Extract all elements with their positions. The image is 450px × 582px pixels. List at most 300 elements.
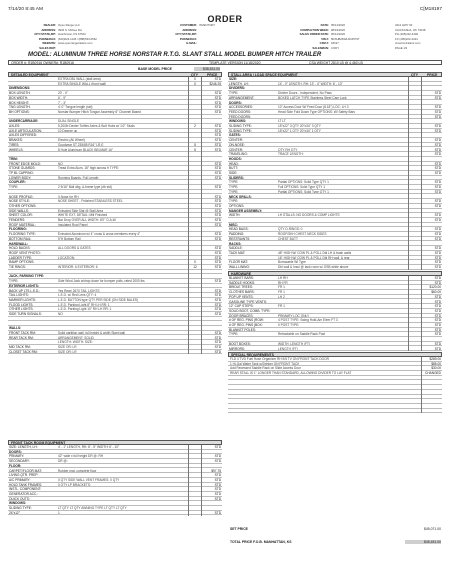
row-label: BOX WIDTH: xyxy=(9,95,28,100)
row-price: STD xyxy=(214,199,221,204)
row-price: STD xyxy=(434,138,441,143)
row-label: FLOOD LIGHTS: xyxy=(9,302,34,307)
row-label: FEED DOORS: xyxy=(229,114,251,119)
row-qty: 5 xyxy=(194,142,196,147)
row-label: TYPE: xyxy=(9,185,19,190)
row-price: STD xyxy=(214,340,221,345)
dealer_block-label: ADDRESS: xyxy=(41,27,56,32)
row-value: L.E.D. Parking Light 8" RH LH RR: 1 xyxy=(58,302,110,307)
row-qty: 0 xyxy=(194,81,196,86)
order_block-value: 05/14/2020 xyxy=(331,23,345,27)
row-price: STD xyxy=(214,496,221,501)
row-value: FR 1 xyxy=(278,285,285,290)
row-label: QUICK OUTS: xyxy=(9,496,30,501)
print-ref: C[M18197 xyxy=(419,7,442,12)
row-price: STD xyxy=(434,299,441,304)
row-value: QTY RH QTY xyxy=(278,147,298,152)
row-value: LENGTH (FT) xyxy=(278,346,298,351)
row-price: STD xyxy=(434,180,441,185)
row-qty: 0 xyxy=(194,77,196,81)
row-label: DIVIDERS: xyxy=(229,86,246,91)
order_block-label: VIN #: xyxy=(321,36,329,41)
row-label: # OF REG. PINS (BOX: xyxy=(229,323,263,327)
row-label: INSTL. COMPONENT: xyxy=(9,487,42,492)
dealer_block-label: CITY,STATE,ZIP: xyxy=(34,32,56,37)
row-label: TYPE: xyxy=(229,180,239,185)
row-label: PRIMARY: xyxy=(9,454,25,459)
row-value: NOSE SHEET - Polished STAINLESS STEEL xyxy=(58,199,123,204)
row-label: MISC: xyxy=(229,222,239,227)
row-label: OTHER LIGHTS: xyxy=(9,307,34,312)
row-price: STD xyxy=(434,95,441,100)
row-price: STD xyxy=(214,138,221,143)
row-label: WIDTH: xyxy=(229,213,241,218)
row-label: FLOORING TYPE: xyxy=(9,232,36,237)
row-price: $30.00 xyxy=(431,366,441,371)
row-value: Extruded Aluminum w/ 4" cross & cross members every 4" xyxy=(58,232,141,237)
row-value: Yes Rear/ 2670 TAIL LIGHTS xyxy=(58,288,100,293)
row-value: V-Nose for RH xyxy=(58,194,79,199)
row-value: 16" HIGH W/ COW PL & POLL Dbl RH wall, & rear xyxy=(278,255,350,260)
row-label: BACK UP LTS L.E.D.: xyxy=(9,288,41,293)
order-number: ORDER #: R1B0916 OWNER#: R1B0916 xyxy=(11,61,74,65)
row-price: STD xyxy=(214,109,221,114)
row-label: COUPLER: xyxy=(9,180,26,185)
total-price-value: $45,451.00 xyxy=(405,540,441,544)
row-price: STD xyxy=(214,166,221,171)
row-label: ARRANGEMENT: xyxy=(229,95,255,100)
order_block-value: 05/12/2020 xyxy=(331,32,345,37)
row-value: FLD 4 TVD Fuel Hose Organizer RH 5/5 TV ON FRONT TACK DOOR xyxy=(230,357,329,361)
row-value: INTERIOR: 6 EXTERIOR: 6 xyxy=(58,265,98,269)
row-value: EXTRA DBL WALL (stall area) xyxy=(58,77,101,81)
row-price: STD xyxy=(214,477,221,482)
row-label: TYPE: xyxy=(229,91,239,96)
customer_block-label: ADDRESS: xyxy=(182,27,197,32)
row-price: STD xyxy=(214,265,221,269)
row-label: FRONT TACK RM: xyxy=(9,330,36,335)
row-label: BLANKET BARS: xyxy=(229,276,254,280)
price-divider xyxy=(421,357,422,413)
row-label: OPTIONS: xyxy=(229,203,245,208)
row-price: STD xyxy=(434,276,441,280)
row-label: CLOSET TACK RM: xyxy=(9,349,38,354)
row-label: AXLES DIFFERED: xyxy=(9,133,37,138)
row-price: STD xyxy=(214,77,221,81)
model-line: MODEL: ALUMINUM THREE HORSE NORSTAR R.T.G. SLANT STALL MODEL BUMPER HITCH TRAILER xyxy=(28,52,322,58)
row-price: STD xyxy=(214,128,221,133)
row-price: STD xyxy=(434,327,441,332)
row-value: Tread Extra Alum, 18" high across fr TYPE: xyxy=(58,166,120,171)
row-value: L.E.D. BUTTON type QTY PER SIDE (ON SIDE BALES) xyxy=(58,297,139,302)
row-price: STD xyxy=(434,332,441,337)
row-label: CLOTHES BARS: xyxy=(229,290,255,295)
row-label: GENERATOR ACC.: xyxy=(9,492,39,496)
row-label: WALL LINING: xyxy=(229,265,250,269)
row-label: TIRES: xyxy=(9,142,20,147)
table-row xyxy=(228,265,442,270)
row-label: PADDING: xyxy=(229,232,245,237)
row-price: STD xyxy=(214,492,221,496)
row-label: FLOORING: xyxy=(9,227,27,232)
row-label: ACCESSORIES: xyxy=(229,105,253,110)
row-value: DR @: xyxy=(58,459,68,464)
row-label: RESTRAINTS: xyxy=(229,236,251,241)
row-value: EXTRA SINGLE WALL (front wall) xyxy=(58,81,107,86)
row-price: STD xyxy=(434,171,441,175)
row-value: 15"x22" 3 QTY 20"x34" 3 QTY xyxy=(278,124,321,128)
row-qty: 12 xyxy=(193,265,197,269)
row-price: STD xyxy=(434,294,441,299)
row-value: 8 Hole Aluminum BLACK BELMAR 16" xyxy=(58,147,113,152)
row-value: CHEST BUTT xyxy=(278,236,298,241)
row-value: REAR STALL IS 1" LONGER THAN STANDARD, ALLOWING DIVIDER TO LAY FLAT xyxy=(230,371,352,376)
row-label: BOOT BOXES: xyxy=(229,341,251,346)
row-label: DOOR BRACES: xyxy=(229,313,254,318)
hardware-title: HARDWARE xyxy=(231,272,251,276)
row-price: STD xyxy=(434,114,441,119)
row-value: 20' - 0" xyxy=(58,91,68,96)
row-value: ROOF/SKH CHEST NECK SIDES xyxy=(278,232,327,237)
row-label: # OF REG. PINS (ROW: xyxy=(229,318,264,323)
row-label: SIZE: LENGTH, LH: xyxy=(9,445,38,449)
price-divider xyxy=(421,77,422,270)
row-label: AXLE ARTICULATION: xyxy=(9,128,42,133)
row-value: SIZE OR: LR xyxy=(58,344,77,349)
order_block-label: DATE: xyxy=(320,23,329,27)
row-price: STD xyxy=(214,133,221,138)
row-value: L.E.D. w/ Red Lens QTY: 4 xyxy=(58,293,97,298)
row-label: DIMENSIONS: xyxy=(9,86,31,91)
row-value: BOXED LATCH TYPE Stainless Steel Cam Lock xyxy=(278,95,347,100)
row-price: STD xyxy=(434,255,441,260)
row-label: TYPE: xyxy=(229,199,239,204)
row-value: PRIMARY LOC ONLY xyxy=(278,313,310,318)
row-price: STD xyxy=(434,341,441,346)
price-divider xyxy=(201,77,202,354)
row-value: ARRANGEMENT: SOLID xyxy=(58,335,94,340)
row-value: Add Recessed Saddle Rack on Slide Access Door xyxy=(230,366,301,371)
row-price: STD xyxy=(434,147,441,152)
row-price: $60.00 xyxy=(431,290,441,295)
row-label: TNG LENGTH: xyxy=(9,105,31,110)
row-label: BOX HEIGHT: xyxy=(9,100,30,105)
row-price: STD xyxy=(434,250,441,255)
dealer_block-value: www.openrangetrailers.com xyxy=(58,41,93,46)
set-price-label: SET PRICE xyxy=(230,527,248,531)
row-label: JACK, PARKING TYPE: xyxy=(9,274,45,279)
dealer_block-value: (620)623-1145 / (888)533-0562 xyxy=(58,36,97,41)
row-label: TYPE: xyxy=(229,185,239,190)
row-price: STD xyxy=(214,454,221,459)
row-price: STD xyxy=(434,246,441,251)
row-price: STD xyxy=(214,487,221,492)
row-value: 48" HIGH W/ COW PL & POLL Dbl LH & trash walls xyxy=(278,250,352,255)
row-price: STD xyxy=(434,318,441,323)
row-label: SADDLE: xyxy=(229,246,243,251)
base-model-label: BASE MODEL PRICE xyxy=(138,67,172,71)
row-label: SADDLE HOOKS: xyxy=(229,280,256,285)
row-price: $120.00 xyxy=(429,285,441,290)
row-label: BRAKES: xyxy=(9,138,23,143)
row-label: MANGER ASSEMBLY: xyxy=(229,208,263,213)
price-divider xyxy=(421,276,422,351)
row-price: STD xyxy=(214,194,221,199)
row-value: LH RH xyxy=(278,276,288,280)
csa-weight: CSA WEIGHT 2810 LB @ 4,460 LB xyxy=(309,61,363,65)
row-price: STD xyxy=(214,105,221,110)
row-label: SECONDARY: xyxy=(9,459,30,464)
row-price: STD xyxy=(434,128,441,133)
row-label: TYPE: xyxy=(229,332,239,337)
row-value: 2 5/16" Ball dbg. A-frame type (db std) xyxy=(58,185,112,190)
row-price: STD xyxy=(214,124,221,128)
row-value: LH 2 xyxy=(278,294,285,299)
row-value: Borracable WI Type xyxy=(278,260,306,265)
row-label: DOORS: xyxy=(229,100,242,105)
row-price: STD xyxy=(214,142,221,147)
row-label: HARDWALL: xyxy=(9,241,29,246)
row-label: FRONT EDGE MOLD: xyxy=(9,161,41,166)
row-price: STD xyxy=(214,91,221,96)
row-price: STD xyxy=(434,109,441,114)
row-label: HOLD TANK FRAMES: xyxy=(9,482,43,487)
order-number-row xyxy=(8,60,442,65)
row-price: STD xyxy=(214,297,221,302)
customer_block-label: E-MAIL: xyxy=(186,41,197,46)
row-value: DUAL SINGLE xyxy=(58,119,79,124)
row-price: STD xyxy=(434,105,441,110)
row-value: FR 1 xyxy=(278,304,285,309)
row-label: MARKER LIGHTS: xyxy=(9,297,36,302)
row-label: FLOOR MAT: xyxy=(229,260,248,265)
row-label: WINDOWS: xyxy=(9,501,27,506)
customer_block-value: INVENTORY xyxy=(199,23,216,27)
base-model-price: $38,531.00 xyxy=(194,67,220,71)
row-price: STD xyxy=(434,161,441,166)
order_block-value: 5RXHB2632LD165797 xyxy=(331,36,360,41)
row-price: STD xyxy=(214,445,221,449)
row-value: WIDTH: LENGTH (FT) xyxy=(278,341,311,346)
row-label: BRIDLE TREES: xyxy=(229,285,253,290)
row-label: RAMP OPTIONS: xyxy=(9,260,35,265)
row-value: 10 Degree up xyxy=(58,128,78,133)
row-value: RH FR xyxy=(278,280,288,285)
row-label: TYPE: xyxy=(9,279,19,284)
row-price: STD xyxy=(434,308,441,313)
table-row xyxy=(8,350,222,355)
row-label: TIE RINGS: xyxy=(9,265,26,269)
row-value: Side Wind Jack w/drop down for bumper pulls, rated 2000 lbs xyxy=(58,279,145,284)
row-price: STD xyxy=(214,100,221,105)
row-label: SLIDING TYPE: xyxy=(229,128,252,133)
row-price: STD xyxy=(434,346,441,351)
row-value: WHITE EXT. DETAIL: Mill Finished xyxy=(58,213,108,218)
row-price: STD xyxy=(214,335,221,340)
row-label: SLIDING TYPE: xyxy=(229,124,252,128)
row-price: $85.00 xyxy=(431,361,441,366)
row-value: FR 1 xyxy=(278,290,285,295)
row-label: NOSE STYLE: xyxy=(9,199,30,204)
row-label: FEED DOORS: xyxy=(229,109,251,114)
left-qty-header: QTY xyxy=(191,73,198,77)
row-value: 4' - 1" LENGTH, RH: 8' - 5" WIDTH: 6' - 10" xyxy=(58,445,120,449)
row-value: NO xyxy=(58,312,63,316)
row-label: LOWER BODY: xyxy=(9,175,32,180)
row-price: STD xyxy=(214,218,221,222)
qty-divider xyxy=(188,445,189,516)
row-label: MIRRORS: xyxy=(229,346,245,351)
row-label: SHEET COLOR: xyxy=(9,213,33,218)
row-label: SIDE: xyxy=(229,171,238,175)
row-label: WHEELS: xyxy=(9,147,24,152)
front-tack-title: FRONT TACK ROOM EQUIPMENT xyxy=(11,441,66,445)
row-price: STD xyxy=(214,482,221,487)
row-label: UNDERCARRIAGE: xyxy=(9,119,39,124)
row-price: STD xyxy=(214,473,221,478)
row-label: BH OPTIONS: xyxy=(9,109,30,114)
order_block-right-value: cimarrontrailers.com xyxy=(395,41,421,46)
row-label: BOX LENGTH: xyxy=(9,91,31,96)
right-price-header: PRICE xyxy=(427,73,438,77)
row-label: STONE GUARDS: xyxy=(9,166,36,171)
row-price: STD xyxy=(214,203,221,208)
order_block-right-value: 3412 HWY 62 xyxy=(395,23,413,27)
row-price: CHANGED xyxy=(425,371,441,376)
row-value: 0 POST TYPE: xyxy=(278,323,300,327)
row-value: LENGTH: WIDTH: SIZE: xyxy=(58,340,93,345)
row-price: STD xyxy=(434,236,441,241)
row-label: FENDERS: xyxy=(9,218,26,222)
special-requirements-title: SPECIAL REQUIREMENTS xyxy=(231,353,274,357)
row-label: LENGTH, LH: xyxy=(229,81,249,86)
row-price: STD xyxy=(434,323,441,327)
row-label: BUTT: xyxy=(229,166,238,171)
row-price: STD xyxy=(214,246,221,251)
row-value: Full OPTIONS: Solid Type QTY 1 xyxy=(278,185,326,190)
row-label: SIDE TURN SIGNALS: xyxy=(9,312,42,316)
row-value: Partial OPTIONS: Solid Type QTY 1 xyxy=(278,189,329,194)
row-price: STD xyxy=(434,142,441,147)
row-value: Goodyear ST 235/85 R16" LR-E xyxy=(58,142,104,147)
row-price: STD xyxy=(214,222,221,227)
row-label: POP UP VENTS: xyxy=(229,294,254,299)
row-label: OTHER OPTIONS: xyxy=(9,203,37,208)
row-value: LT QTY LT QTY AWNING TYPE LT QTY LT QTY xyxy=(58,506,127,511)
page-title: ORDER xyxy=(207,14,243,24)
row-price: STD xyxy=(214,510,221,515)
row-label: SLIDERS: xyxy=(229,175,244,180)
row-value: LH STALLS: NO DOORS & COMP LIGHTS xyxy=(278,213,340,218)
row-price: STD xyxy=(434,91,441,96)
row-label: HEAD: xyxy=(229,161,239,166)
row-price: STD xyxy=(214,147,221,152)
row-value: Divider Doors - Independent, No Pass xyxy=(278,91,332,96)
row-label: DOORS: xyxy=(9,449,22,454)
row-price: STD xyxy=(214,260,221,265)
template-version: TEMPLATE VERSION 11/18/2020 xyxy=(209,61,261,65)
row-price: STD xyxy=(214,171,221,175)
row-label: SIDE WALLS: xyxy=(9,208,29,213)
row-price: STD xyxy=(214,293,221,298)
row-label: GASOLINE TYPE VENTS: xyxy=(229,299,267,304)
row-price: STD xyxy=(434,260,441,265)
row-label: TYPE: xyxy=(229,189,239,194)
row-label: HEAD BAGS: xyxy=(229,227,249,232)
row-value: SIZE OR: LR xyxy=(58,349,77,354)
row-value: 5"H Bottom Rail xyxy=(58,236,81,241)
row-value: Dbl wall & Insul @ tack room w/ OSB white above xyxy=(278,265,349,269)
row-value: 15"x22" 1 QTY 20"x34" 1 QTY xyxy=(278,128,321,133)
row-value: Extruded Side Slat @ Stall Area xyxy=(58,208,104,213)
row-price: STD xyxy=(214,236,221,241)
order_block-label: SALESMAN: xyxy=(312,46,329,50)
row-label: HOLD BACKS: xyxy=(9,246,31,251)
order_block-label: SALES ORDER DATE: xyxy=(299,32,329,37)
row-value: Solid partition wall, full height & width Slant wall xyxy=(58,330,125,335)
row-label: SOLID BOOT, COMB. TYPE: xyxy=(229,308,271,313)
order_block-value: CODY xyxy=(331,46,340,50)
row-value: 1 Hi-Gal Water Tank w/Drinker ON FRONT TACK xyxy=(230,361,300,366)
row-label: ON-NOSE: xyxy=(229,142,245,147)
left-price-header: PRICE xyxy=(207,73,218,77)
row-value: 10" Access Door W/ Feed Door (8.18") LOC: LH 3 xyxy=(278,105,349,110)
row-value: 4 POST TYPE: Swing Hold-Am Elem FT 3 xyxy=(278,318,338,323)
row-label: TACK MAT: xyxy=(229,250,246,255)
price-divider xyxy=(201,445,202,516)
table-row xyxy=(228,409,442,414)
row-value: 6' - 9" xyxy=(58,95,67,100)
dealer_block-label: WEBSITE: xyxy=(42,41,56,46)
row-label: TRAVELING: xyxy=(229,152,248,157)
row-value: Rubber mat, complete floor xyxy=(58,468,97,473)
row-price: STD xyxy=(434,265,441,269)
row-price: STD xyxy=(214,175,221,180)
row-label: 12" CUP STEPS: xyxy=(229,304,254,309)
row-value: L.E.D. Parking Light 10" RH LH RR: 1 xyxy=(58,307,112,312)
row-value: Norstar Bumper Hitch Tongue Assembly 6" Channel Based xyxy=(58,109,141,114)
row-value: ALL DOORS & GATES xyxy=(58,246,91,251)
table-row xyxy=(8,511,222,516)
row-label: NECK GRILLS: xyxy=(229,194,252,199)
order_block-value: 18197 xyxy=(331,41,339,46)
row-price: STD xyxy=(434,218,441,222)
order_block-right-value: FX (405)222-4444 xyxy=(395,36,418,41)
order_block-right-value: PH (405)222-4400 xyxy=(395,32,419,37)
row-label: ROOF VENT PHOTO: xyxy=(9,250,41,255)
customer_block-label: CITY,STATE,ZIP: xyxy=(175,32,197,37)
row-price: STD xyxy=(434,227,441,232)
row-price: STD xyxy=(434,189,441,194)
row-price: STD xyxy=(214,312,221,316)
order_block-label: CFM #: xyxy=(319,41,329,46)
row-price: STD xyxy=(434,232,441,237)
dealer_block-label: SALES REP: xyxy=(39,46,56,50)
row-label: FLOOR: xyxy=(9,463,22,468)
row-label: WINDOWS: xyxy=(229,119,247,124)
row-label: TP BL CAPPING: xyxy=(9,171,34,175)
row-qty: 2 xyxy=(194,124,196,128)
row-price: STD xyxy=(434,152,441,157)
row-price: STD xyxy=(214,307,221,312)
row-value: LOCATION: xyxy=(58,255,75,260)
row-price: $289.00 xyxy=(429,357,441,361)
row-value: 1 xyxy=(58,510,60,515)
row-value: Electric (All Wheel) xyxy=(58,138,85,143)
dealer_block-value: 3904 S. McKee Rd. xyxy=(58,27,83,32)
row-price: STD xyxy=(214,344,221,349)
row-value: Insulated Roof Panel xyxy=(58,222,88,227)
